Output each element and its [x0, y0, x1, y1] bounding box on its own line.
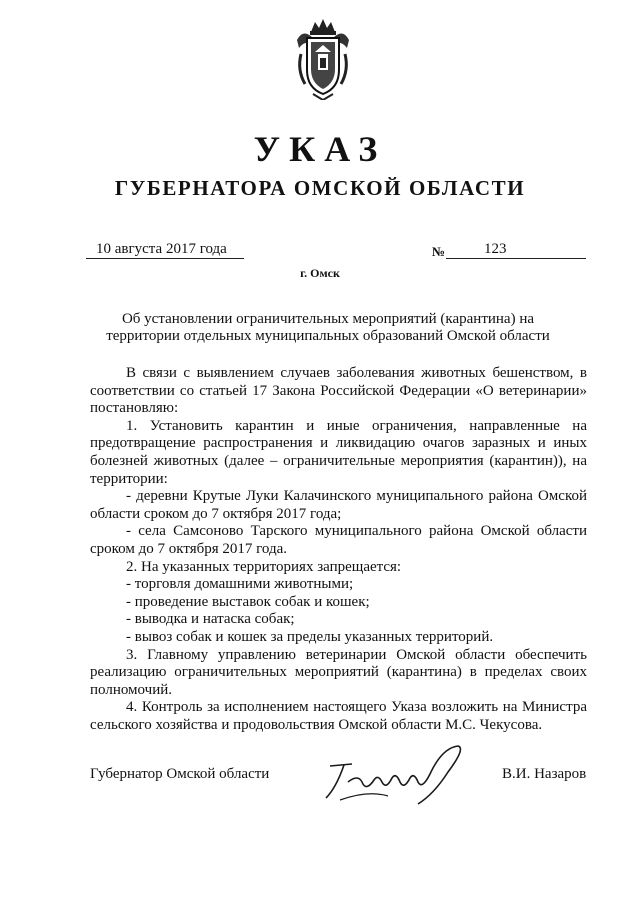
item-2: 2. На указанных территориях запрещается: — [126, 558, 402, 575]
decree-number-label: № — [432, 244, 446, 259]
document-subtitle: ГУБЕРНАТОРА ОМСКОЙ ОБЛАСТИ — [114, 176, 526, 200]
item-1-territory-a: - деревни Крутые Луки Калачинского муниципального района Омской области сроком до 7 октября 2017 года; — [90, 488, 587, 522]
decree-date: 10 августа 2017 года — [86, 241, 244, 259]
item-1: 1. Установить карантин и иные ограничения, направленные на предотвращение распространения и ликвидацию очагов заразных и иных болезней животных (далее – ограничительные мероприятия (карантин)), на территории: — [90, 417, 587, 487]
intro-paragraph: В связи с выявлением случаев заболевания животных бешенством, в соответствии со статьей 17 Закона Российской Федерации «О ветеринарии» постановляю: — [90, 365, 587, 417]
item-1-territory-b: - села Самсоново Тарского муниципального района Омской области сроком до 7 октября 2017 года. — [90, 523, 587, 557]
item-4: 4. Контроль за исполнением настоящего Указа возложить на Министра сельского хозяйства и продовольствия Омской области М.С. Чекусова. — [90, 699, 587, 733]
item-2-ban-a: - торговля домашними животными; — [126, 576, 354, 593]
item-2-ban-d: - вывоз собак и кошек за пределы указанных территорий. — [126, 628, 494, 645]
decree-number: 123 — [446, 241, 586, 259]
item-2-ban-b: - проведение выставок собак и кошек; — [126, 593, 370, 610]
signatory-name: В.И. Назаров — [502, 766, 587, 782]
decree-body — [90, 365, 587, 734]
item-3: 3. Главному управлению ветеринарии Омской области обеспечить реализацию ограничительных мероприятий (карантина) в пределах своих полномочий. — [90, 646, 587, 698]
coat-of-arms-icon — [293, 14, 353, 100]
signature-icon — [318, 738, 468, 818]
decree-city: г. Омск — [300, 266, 340, 280]
decree-heading: Об установлении ограничительных мероприятий (карантина) на территории отдельных муниципальных образований Омской области — [106, 311, 550, 344]
document-title: УКАЗ — [253, 129, 387, 169]
item-2-ban-c: - выводка и натаска собак; — [126, 611, 295, 628]
signatory-role: Губернатор Омской области — [90, 766, 270, 782]
